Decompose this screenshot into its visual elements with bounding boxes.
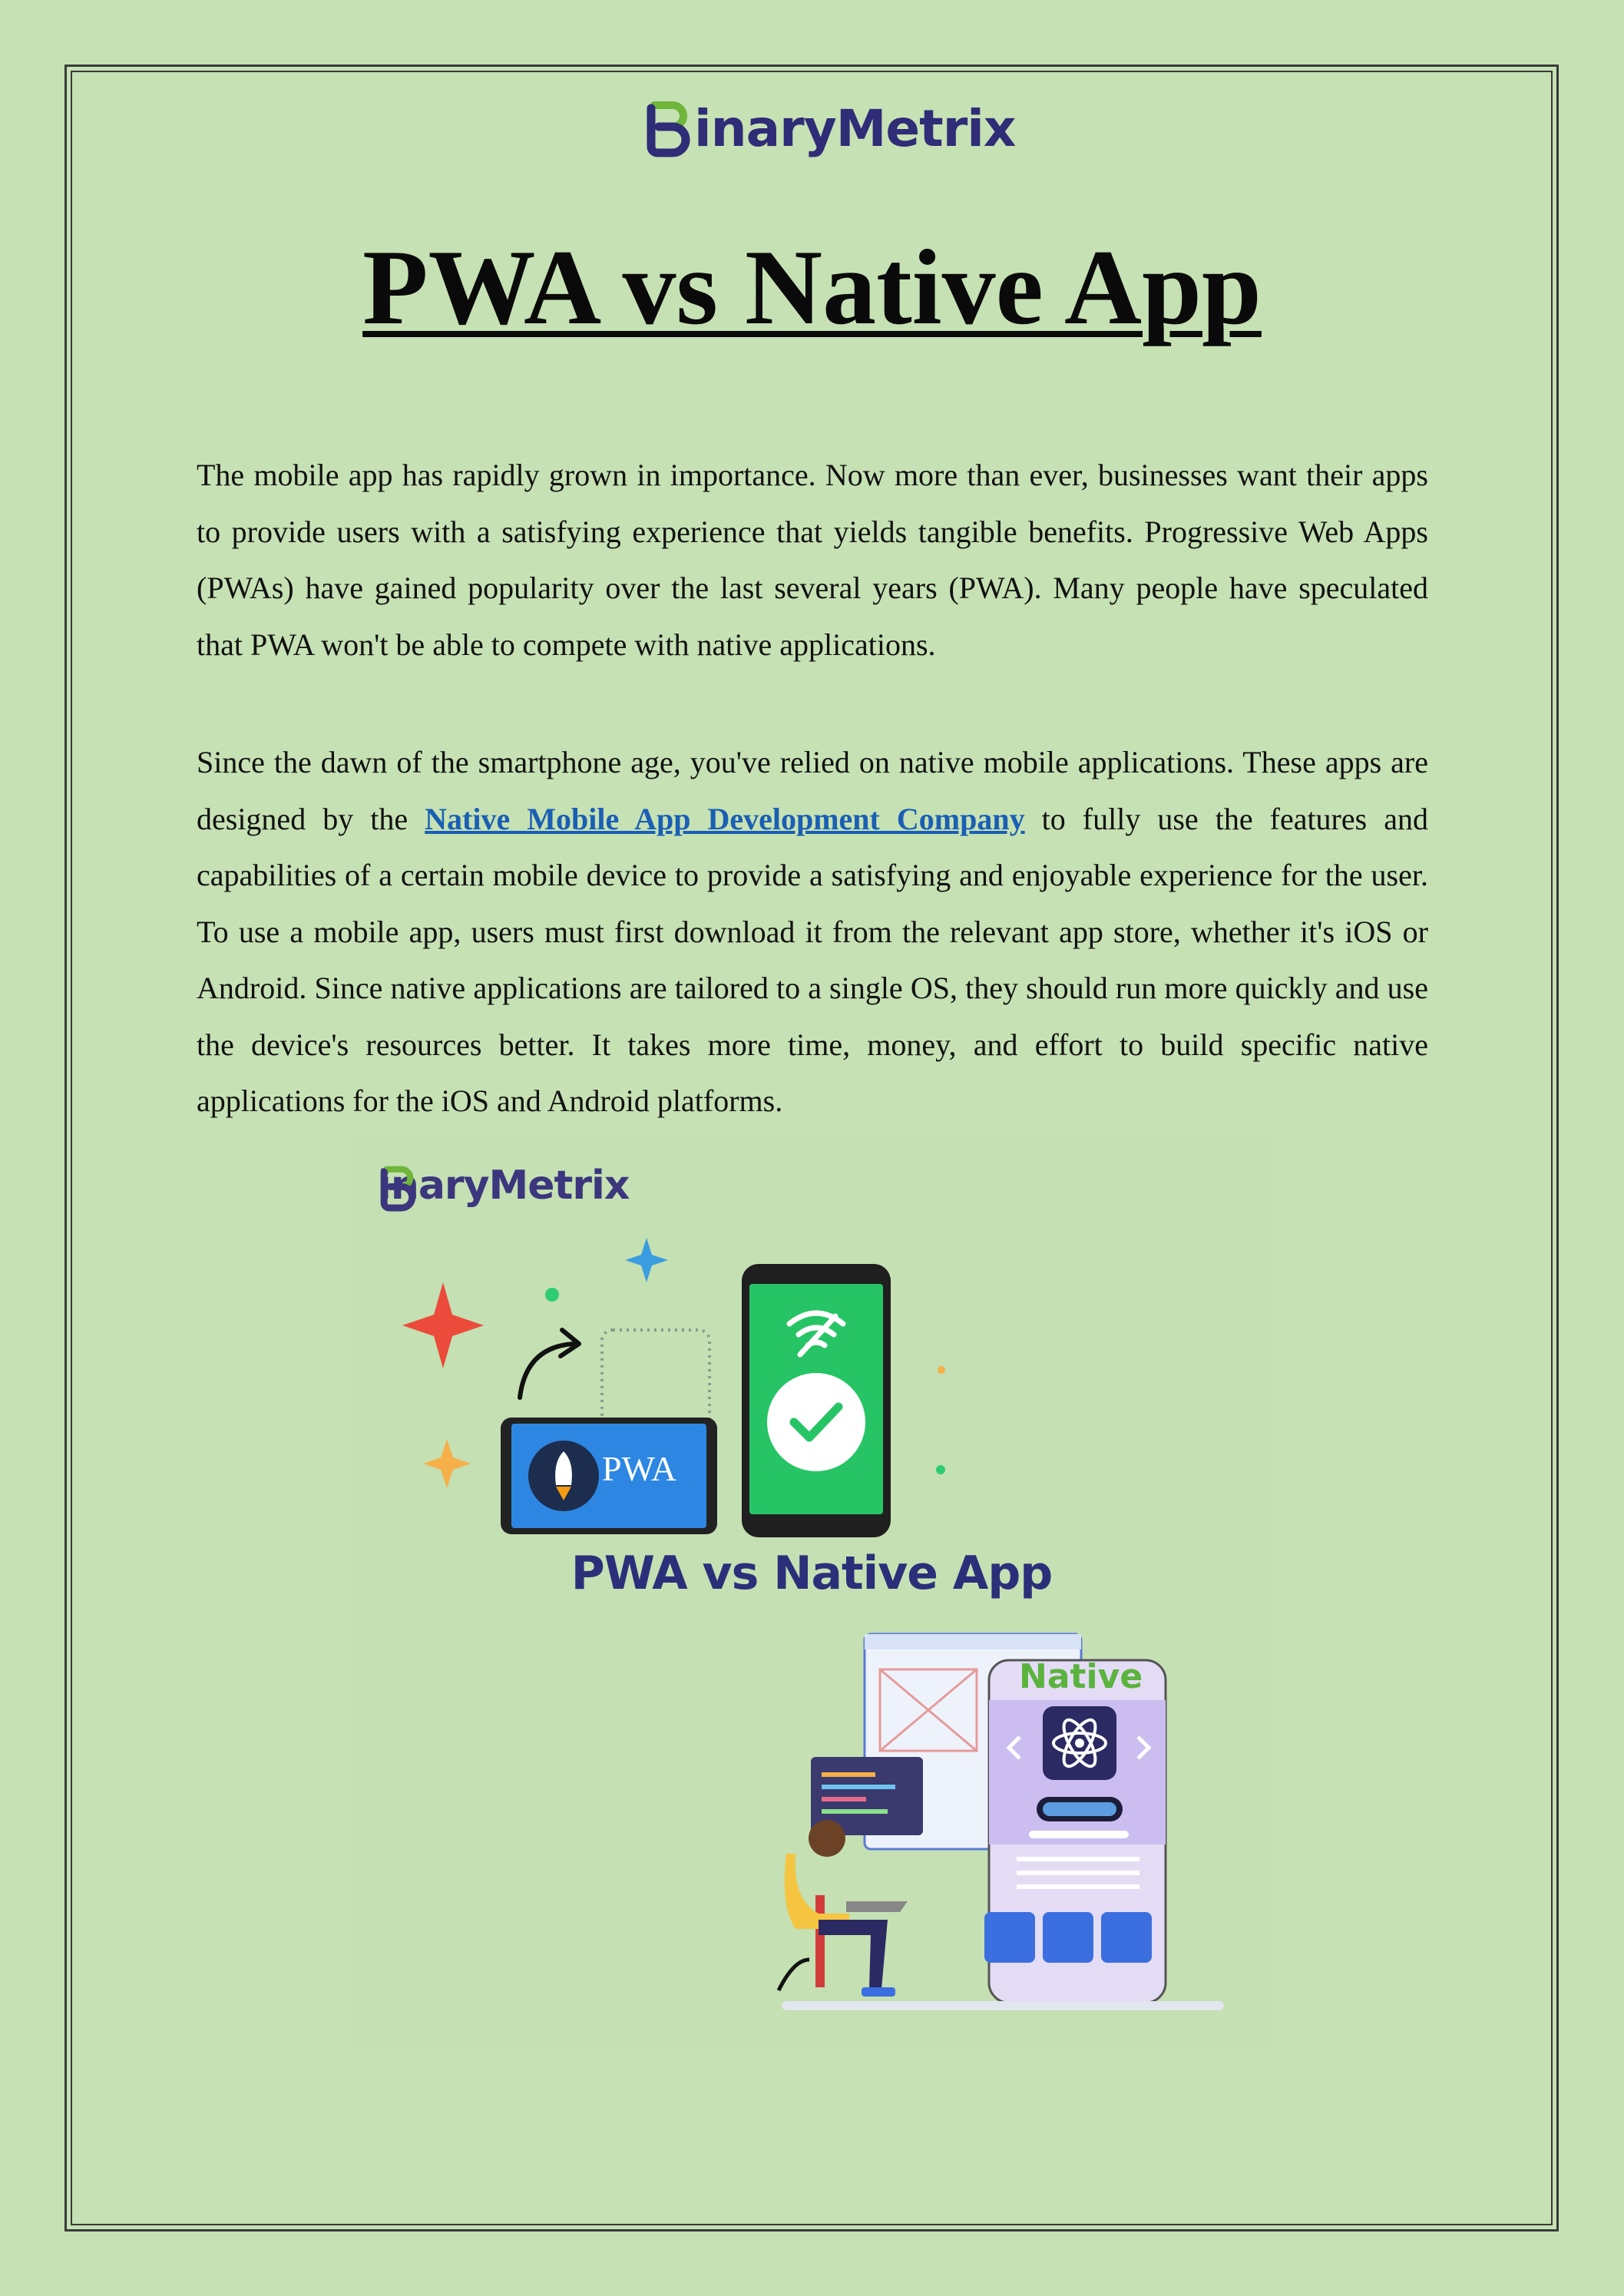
red-sparkle-icon [402,1282,484,1368]
check-circle-icon [767,1373,865,1471]
intro-paragraph: The mobile app has rapidly grown in importance. Now more than ever, businesses want their apps to provide users with a satisfying experience that yields tangible benefits. Progressive Web Apps (PWAs) have gained popularity over the last several years (PWA). Many people have speculated that PWA won't be able to compete with native applications. [197,458,1428,662]
floor-line [782,2001,1224,2010]
app-tile [1101,1912,1152,1963]
native-app-company-link[interactable]: Native Mobile App Development Company [425,801,1025,836]
logo-text: inaryMetrix [694,98,1016,158]
brand-logo [643,91,1015,166]
page-title: PWA vs Native App [362,228,1262,347]
app-tile [984,1912,1035,1963]
app-tile [1043,1912,1093,1963]
pwa-vs-native-illustration [355,1132,1273,2052]
pwa-label: PWA [602,1449,677,1488]
blue-sparkle-icon [625,1238,668,1282]
illustration-logo-text: inaryMetrix [378,1163,630,1209]
native-label: Native [1019,1657,1143,1696]
green-dot-icon [936,1465,945,1474]
illustration-logo [378,1163,629,1209]
orange-dot-icon [938,1366,945,1374]
binarymetrix-logo-icon [378,1163,418,1213]
paragraph-text-before-link: Since the dawn of the smartphone age, you've relied on native mobile applications. These apps are designed by the [197,745,1428,836]
native-apps-paragraph [197,734,1428,1130]
green-dot-icon [545,1288,559,1302]
binarymetrix-logo-icon [643,98,693,159]
illustration-title: PWA vs Native App [571,1547,1053,1600]
orange-sparkle-icon [423,1439,471,1488]
paragraph-text-after-link: to fully use the features and capabilities of a certain mobile device to provide a satisfying and enjoyable experience for the user. To use a mobile app, users must first download it from the relevant app store, whether it's iOS or Android. Since native applications are tailored to a single OS, they should run more quickly and use the device's resources better. It takes more time, money, and effort to build specific native applications for the iOS and Android platforms. [197,801,1428,1118]
